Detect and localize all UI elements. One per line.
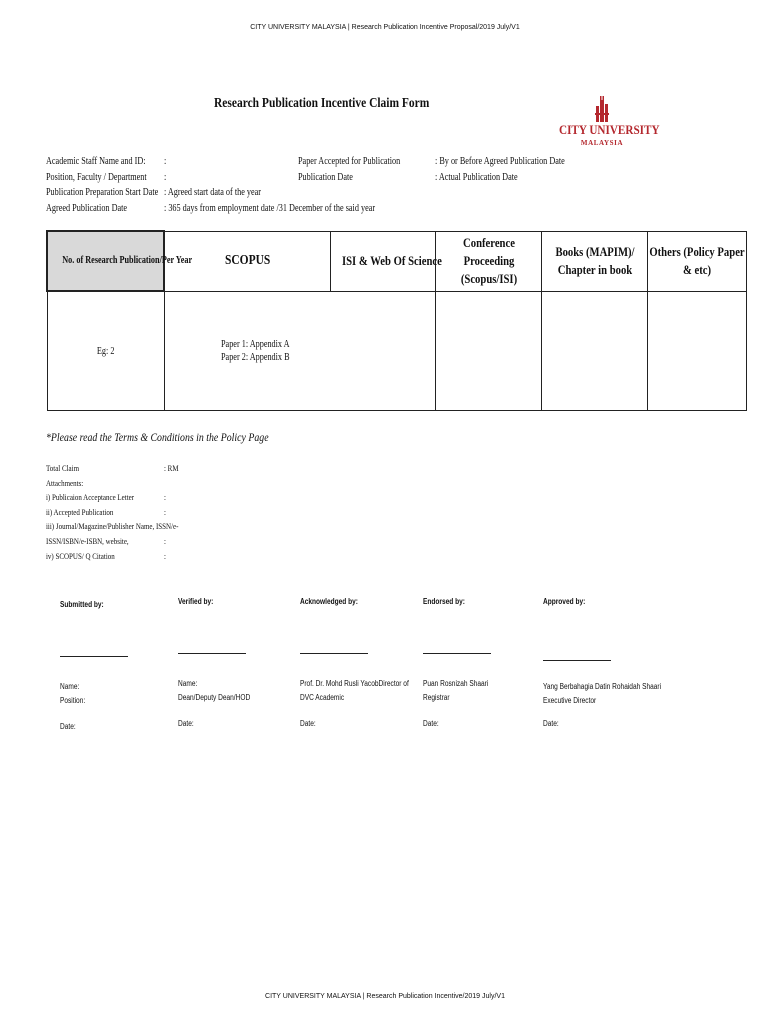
attachment-value[interactable]: : (164, 506, 166, 517)
paper-accepted-label: Paper Accepted for Publication (298, 156, 401, 167)
total-claim-value[interactable]: : RM (164, 463, 179, 473)
form-title: Research Publication Incentive Claim Form (214, 96, 430, 111)
paper-2: Paper 2: Appendix B (220, 351, 290, 363)
attachment-value[interactable]: : (164, 535, 166, 546)
logo-text: CITY UNIVERSITY (559, 122, 660, 137)
books-cell[interactable] (541, 291, 647, 411)
attachments-label: Attachments: (46, 477, 84, 488)
university-logo (552, 96, 660, 152)
prep-start-label: Publication Preparation Start Date (46, 187, 159, 198)
signature-date: Date: (60, 722, 76, 731)
terms-note: *Please read the Terms & Conditions in the Policy Page (46, 430, 269, 444)
signature-heading: Acknowledged by: (300, 597, 358, 606)
info-values-right (435, 154, 593, 185)
attachment-item: i) Publicaion Acceptance Letter (46, 492, 135, 503)
position-value[interactable]: : (164, 171, 167, 183)
attachment-item: iii) Journal/Magazine/Publisher Name, ISSN/e- (46, 521, 179, 532)
signature-details: Name: Dean/Deputy Dean/HOD (178, 679, 251, 702)
attachment-value[interactable]: : (164, 550, 166, 561)
publication-date-value: : Actual Publication Date (435, 171, 518, 183)
signature-date: Date: (423, 719, 439, 728)
attachment-value (164, 519, 179, 534)
staff-name-label: Academic Staff Name and ID: (46, 156, 146, 167)
header-scopus: SCOPUS (164, 231, 330, 291)
signature-line[interactable] (423, 653, 491, 654)
signature-line[interactable] (60, 656, 128, 657)
header-others: Others (Policy Paper & etc) (647, 231, 746, 291)
signature-heading: Verified by: (178, 597, 214, 606)
table-header-row (47, 231, 746, 291)
staff-name-value[interactable]: : (164, 156, 167, 167)
header-isi: ISI & Web Of Science (330, 231, 435, 291)
signature-date: Date: (300, 719, 316, 728)
position-label: Position, Faculty / Department (46, 171, 147, 183)
page-header: CITY UNIVERSITY MALAYSIA | Research Publication Incentive Proposal/2019 July/V1 (250, 24, 520, 31)
claim-labels (46, 461, 207, 563)
signature-date: Date: (543, 719, 559, 728)
page-footer: CITY UNIVERSITY MALAYSIA | Research Publication Incentive/2019 July/V1 (265, 993, 505, 1000)
agreed-date-label: Agreed Publication Date (46, 202, 128, 214)
signature-heading: Endorsed by: (423, 597, 465, 606)
logo-subtext: MALAYSIA (580, 139, 624, 147)
header-publication-count: No. of Research Publication/Per Year (47, 231, 164, 291)
signature-line[interactable] (300, 653, 368, 654)
agreed-date-value: : 365 days from employment date /31 December of the said year (164, 202, 376, 214)
attachment-value[interactable]: : (164, 492, 166, 503)
signature-line[interactable] (543, 660, 611, 661)
publication-count-cell[interactable]: Eg: 2 (47, 291, 164, 411)
conference-cell[interactable] (435, 291, 541, 411)
attachment-item: ii) Accepted Publication (46, 506, 114, 517)
header-books: Books (MAPIM)/ Chapter in book (541, 231, 647, 291)
table-row (47, 291, 746, 411)
signature-details: Prof. Dr. Mohd Rusli YacobDirector of DVC Academic (300, 679, 409, 702)
header-conference: Conference Proceeding (Scopus/ISI) (435, 231, 541, 291)
paper-1: Paper 1: Appendix A (220, 338, 290, 350)
publication-date-label: Publication Date (298, 171, 353, 183)
prep-start-value: : Agreed start data of the year (164, 187, 261, 198)
signature-details: Yang Berbahagia Datin Rohaidah Shaari Executive Director (543, 682, 662, 705)
others-cell[interactable] (647, 291, 746, 411)
signature-date: Date: (178, 719, 194, 728)
signature-heading: Submitted by: (60, 600, 104, 609)
attachment-item: ISSN/ISBN/e-ISBN, website, (46, 535, 129, 546)
info-labels-right (298, 154, 423, 185)
info-labels-left (46, 154, 183, 216)
paper-accepted-value: : By or Before Agreed Publication Date (435, 156, 565, 167)
building-logo-icon (595, 96, 609, 122)
signature-details: Puan Rosnizah Shaari Registrar (423, 679, 489, 702)
signature-line[interactable] (178, 653, 246, 654)
scopus-cell[interactable] (164, 291, 435, 411)
total-claim-label: Total Claim (46, 463, 80, 473)
signature-heading: Approved by: (543, 597, 586, 606)
attachment-item: iv) SCOPUS/ Q Citation (46, 550, 115, 561)
signature-details: Name: Position: (60, 682, 86, 705)
claim-values (164, 461, 182, 563)
publication-table (46, 230, 747, 411)
